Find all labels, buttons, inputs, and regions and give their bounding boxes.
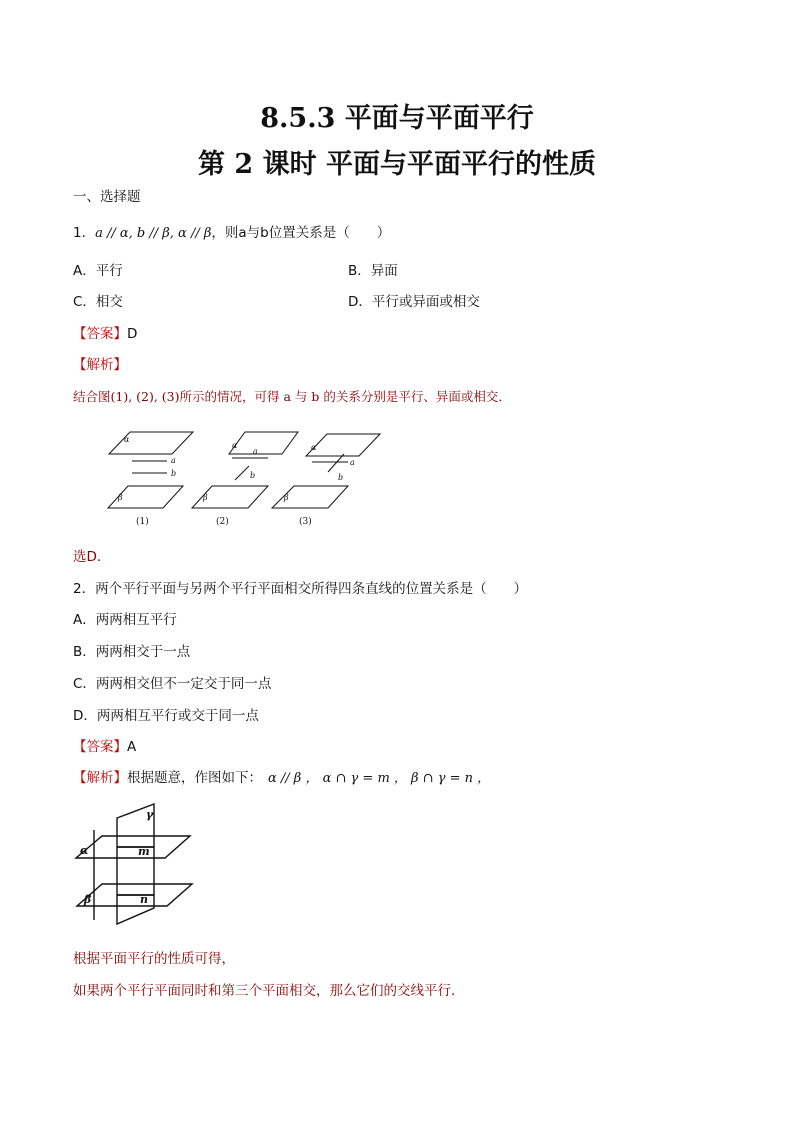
fig2-line-b	[235, 466, 249, 480]
q1-answer-line	[73, 325, 137, 343]
fig-label-beta: β	[84, 893, 92, 906]
fig1-label-a: a	[171, 456, 176, 465]
q2-conclusion-2: 如果两个平行平面同时和第三个平面相交，那么它们的交线平行.	[73, 983, 456, 999]
q2-figure	[72, 800, 197, 935]
q2-analysis-line	[73, 769, 490, 788]
fig1-plane-alpha	[109, 432, 193, 454]
q1-option-b: B．异面	[348, 263, 398, 279]
q1-conclusion: 选D．	[73, 549, 111, 565]
fig2-label-alpha: α	[232, 441, 238, 450]
fig3-line-b	[328, 454, 344, 472]
answer-tag: 【答案】	[73, 326, 127, 342]
section-heading: 一、选择题	[73, 189, 141, 205]
q2-stem: 2．两个平行平面与另两个平行平面相交所得四条直线的位置关系是（ ）	[73, 581, 528, 597]
fig3-plane-alpha	[306, 434, 380, 456]
fig-label-gamma: γ	[146, 808, 154, 821]
fig-label-n: n	[140, 893, 148, 906]
q2-answer-line	[73, 738, 136, 756]
q2-analysis-math: α // β ， α ∩ γ = m ， β ∩ γ = n ，	[268, 771, 491, 786]
q1-answer: D	[127, 326, 138, 342]
fig-label-m: m	[138, 845, 150, 858]
q2-analysis-text: 根据题意，作图如下：	[127, 770, 262, 786]
fig2-label-a: a	[253, 447, 258, 456]
fig2-label-beta: β	[203, 493, 208, 502]
fig3-label-beta: β	[284, 493, 289, 502]
q1-stem-text: ，则a与b位置关系是（ ）	[211, 225, 391, 241]
fig-label-alpha: α	[80, 844, 89, 857]
q2-option-a: A．两两相互平行	[73, 612, 177, 628]
fig1-caption: (1)	[136, 517, 149, 527]
q1-stem	[73, 224, 390, 243]
q1-analysis-tag: 【解析】	[73, 357, 127, 373]
page-subtitle: 第 2 课时 平面与平面平行的性质	[198, 149, 596, 180]
fig3-label-alpha: α	[311, 443, 317, 452]
q2-option-c: C．两两相交但不一定交于同一点	[73, 676, 272, 692]
q2-option-d: D．两两相互平行或交于同一点	[73, 708, 259, 724]
fig1-label-beta: β	[118, 493, 123, 502]
fig2-plane-alpha	[229, 432, 298, 454]
q1-option-d: D．平行或异面或相交	[348, 294, 480, 310]
q2-answer: A	[127, 739, 137, 755]
q1-number: 1．	[73, 225, 96, 241]
fig2-caption: (2)	[216, 517, 229, 527]
q1-figure	[108, 428, 398, 528]
fig3-label-b: b	[338, 473, 344, 482]
answer-tag: 【答案】	[73, 739, 127, 755]
fig3-caption: (3)	[299, 517, 312, 527]
q2-conclusion-1: 根据平面平行的性质可得，	[73, 951, 235, 967]
q1-option-a: A．平行	[73, 263, 123, 279]
q1-option-c: C．相交	[73, 294, 123, 310]
q1-analysis: 结合图(1), (2), (3)所示的情况，可得 a 与 b 的关系分别是平行、异面或相交．	[73, 389, 511, 404]
fig1-label-alpha: α	[124, 435, 130, 444]
q2-option-b: B．两两相交于一点	[73, 644, 191, 660]
fig1-label-b: b	[171, 469, 177, 478]
fig3-label-a: a	[350, 458, 355, 467]
page-title: 8.5.3 平面与平面平行	[260, 103, 534, 134]
fig2-label-b: b	[250, 471, 256, 480]
analysis-tag: 【解析】	[73, 770, 127, 786]
q1-math: a // α, b // β, α // β	[95, 226, 212, 241]
